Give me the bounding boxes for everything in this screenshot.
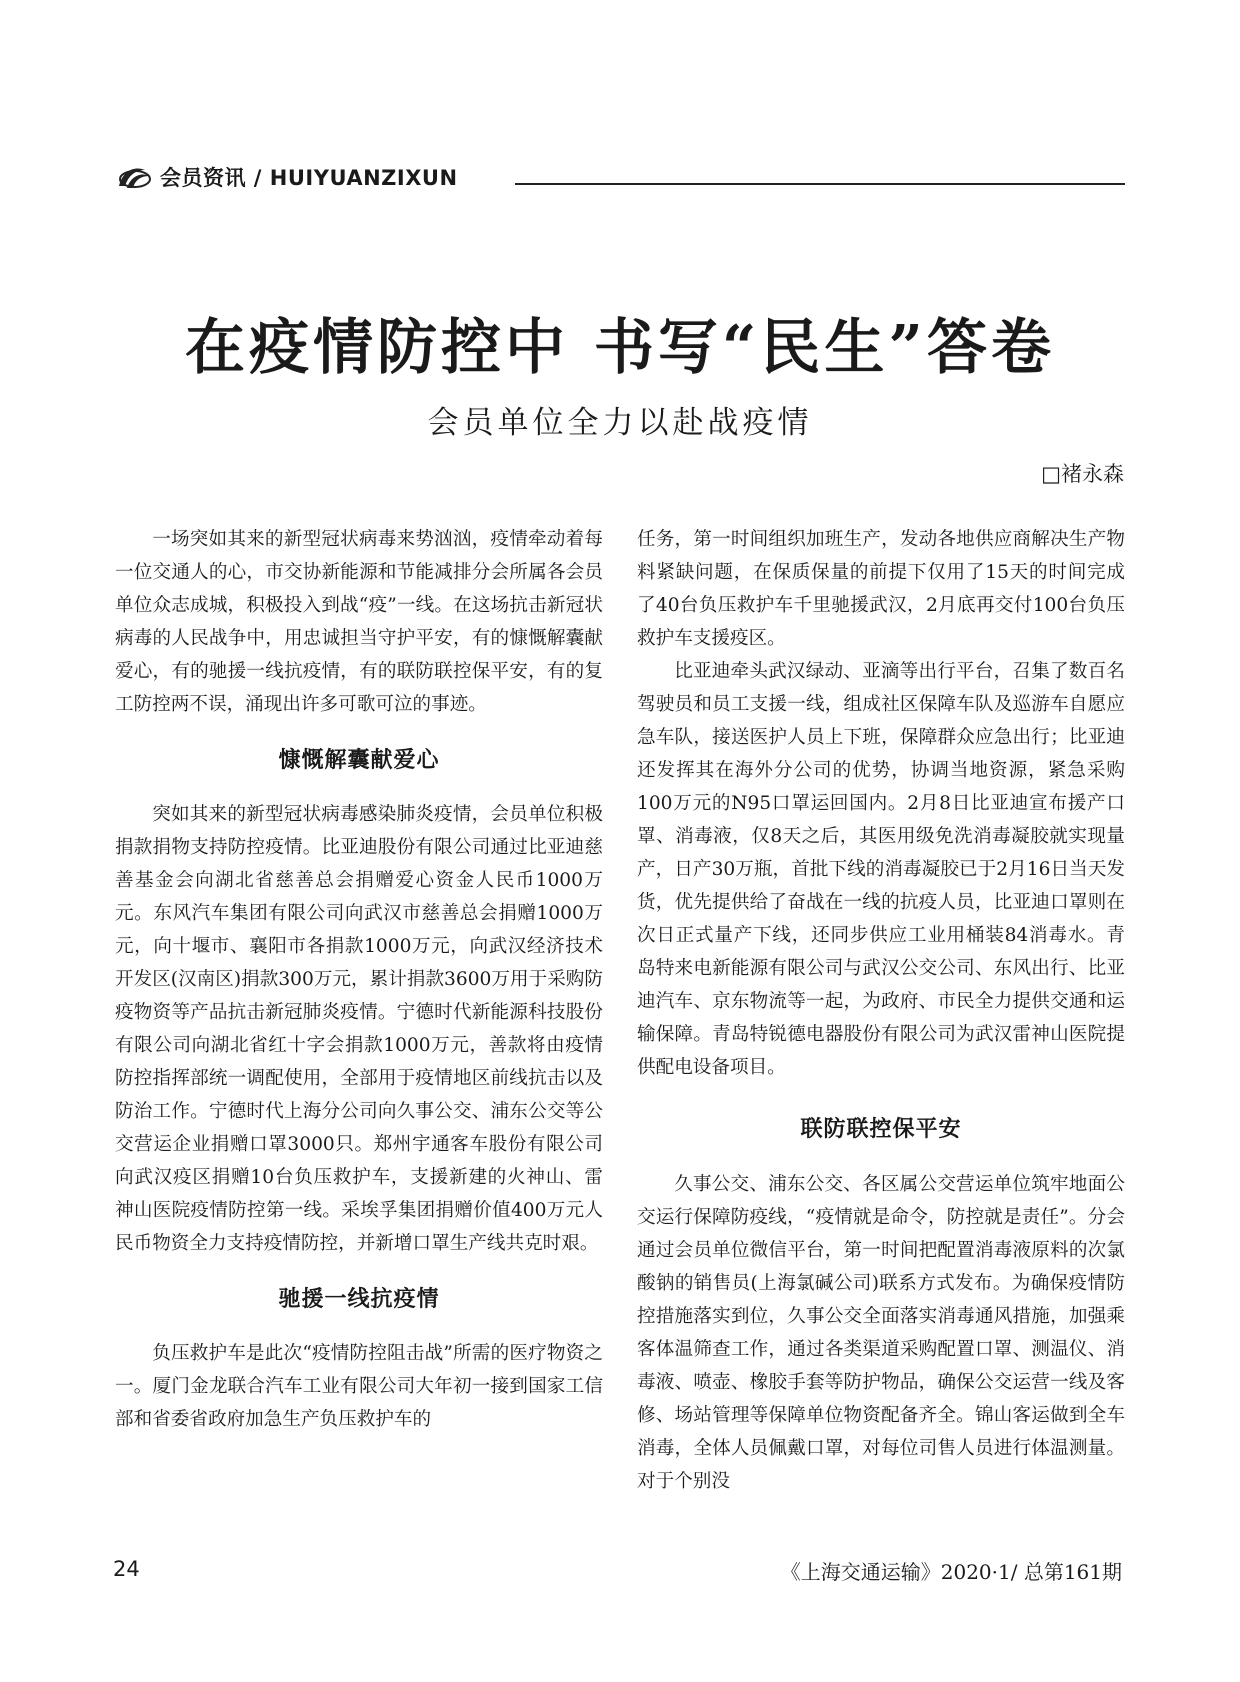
section2-paragraph-2: 比亚迪牵头武汉绿动、亚滴等出行平台，召集了数百名驾驶员和员工支援一线，组成社区保障车队及巡游车自愿应急车队，接送医护人员上下班，保障群众应急出行；比亚迪还发挥其在海外分公司的优势，协调当地资源，紧急采购100万元的N95口罩运回国内。2月8日比亚迪宣布援产口罩、消毒液，仅8天之后，其医用级免洗消毒凝胶就实现量产，日产30万瓶，首批下线的消毒凝胶已于2月16日当天发货，优先提供给了奋战在一线的抗疫人员，比亚迪口罩则在次日正式量产下线，还同步供应工业用桶装84消毒水。青岛特来电新能源有限公司与武汉公交公司、东风出行、比亚迪汽车、京东物流等一起，为政府、市民全力提供交通和运输保障。青岛特锐德电器股份有限公司为武汉雷神山医院提供配电设备项目。 <box>637 661 1125 1078</box>
section2-paragraph-continued: 任务，第一时间组织加班生产，发动各地供应商解决生产物料紧缺问题，在保质保量的前提下仅用了15天的时间完成了40台负压救护车千里驰援武汉，2月底再交付100台负压救护车支援疫区。 <box>637 529 1125 649</box>
section2-paragraph-start: 负压救护车是此次“疫情防控阻击战”所需的医疗物资之一。厦门金龙联合汽车工业有限公司大年初一接到国家工信部和省委省政府加急生产负压救护车的 <box>115 1343 603 1430</box>
article-author: □褚永森 <box>1041 462 1124 486</box>
journal-info: 《上海交通运输》2020·1/ 总第161期 <box>780 1560 1122 1584</box>
section3-paragraph: 久事公交、浦东公交、各区属公交营运单位筑牢地面公交运行保障防疫线，“疫情就是命令，防控就是责任”。分会通过会员单位微信平台，第一时间把配置消毒液原料的次氯酸钠的销售员(上海氯碱公司)联系方式发布。为确保疫情防控措施落实到位，久事公交全面落实消毒通风措施，加强乘客体温筛查工作，通过各类渠道采购配置口罩、测温仪、消毒液、喷壶、橡胶手套等防护物品，确保公交运营一线及客修、场站管理等保障单位物资配备齐全。锦山客运做到全车消毒，全体人员佩戴口罩，对每位司售人员进行体温测量。对于个别没 <box>637 1174 1125 1492</box>
intro-paragraph: 一场突如其来的新型冠状病毒来势汹汹，疫情牵动着每一位交通人的心，市交协新能源和节能减排分会所属各会员单位众志成城，积极投入到战“疫”一线。在这场抗击新冠状病毒的人民战争中，用忠诚担当守护平安，有的慷慨解囊献爱心，有的驰援一线抗疫情，有的联防联控保平安，有的复工防控两不误，涌现出许多可歌可泣的事迹。 <box>115 529 603 715</box>
article-subtitle: 会员单位全力以赴战疫情 <box>427 405 813 441</box>
section-name: 会员资讯 / HUIYUANZIXUN <box>160 166 458 190</box>
section1-heading: 慷慨解囊献爱心 <box>278 748 440 773</box>
page-number: 24 <box>113 1557 140 1581</box>
left-column <box>115 523 603 1436</box>
page-header <box>115 160 1125 200</box>
section2-heading: 驰援一线抗疫情 <box>278 1287 440 1312</box>
journal-logo-icon <box>115 164 151 192</box>
right-column <box>637 523 1125 1498</box>
article-title: 在疫情防控中 书写“民生”答卷 <box>185 313 1055 383</box>
section3-heading: 联防联控保平安 <box>800 1117 962 1142</box>
header-rule <box>515 183 1125 185</box>
section1-paragraph: 突如其来的新型冠状病毒感染肺炎疫情，会员单位积极捐款捐物支持防控疫情。比亚迪股份有限公司通过比亚迪慈善基金会向湖北省慈善总会捐赠爱心资金人民币1000万元。东风汽车集团有限公司向武汉市慈善总会捐赠1000万元，向十堰市、襄阳市各捐款1000万元，向武汉经济技术开发区(汉南区)捐款300万元，累计捐款3600万用于采购防疫物资等产品抗击新冠肺炎疫情。宁德时代新能源科技股份有限公司向湖北省红十字会捐款1000万元，善款将由疫情防控指挥部统一调配使用，全部用于疫情地区前线抗击以及防治工作。宁德时代上海分公司向久事公交、浦东公交等公交营运企业捐赠口罩3000只。郑州宇通客车股份有限公司向武汉疫区捐赠10台负压救护车，支援新建的火神山、雷神山医院疫情防控第一线。采埃孚集团捐赠价值400万元人民币物资全力支持疫情防控，并新增口罩生产线共克时艰。 <box>115 804 603 1254</box>
